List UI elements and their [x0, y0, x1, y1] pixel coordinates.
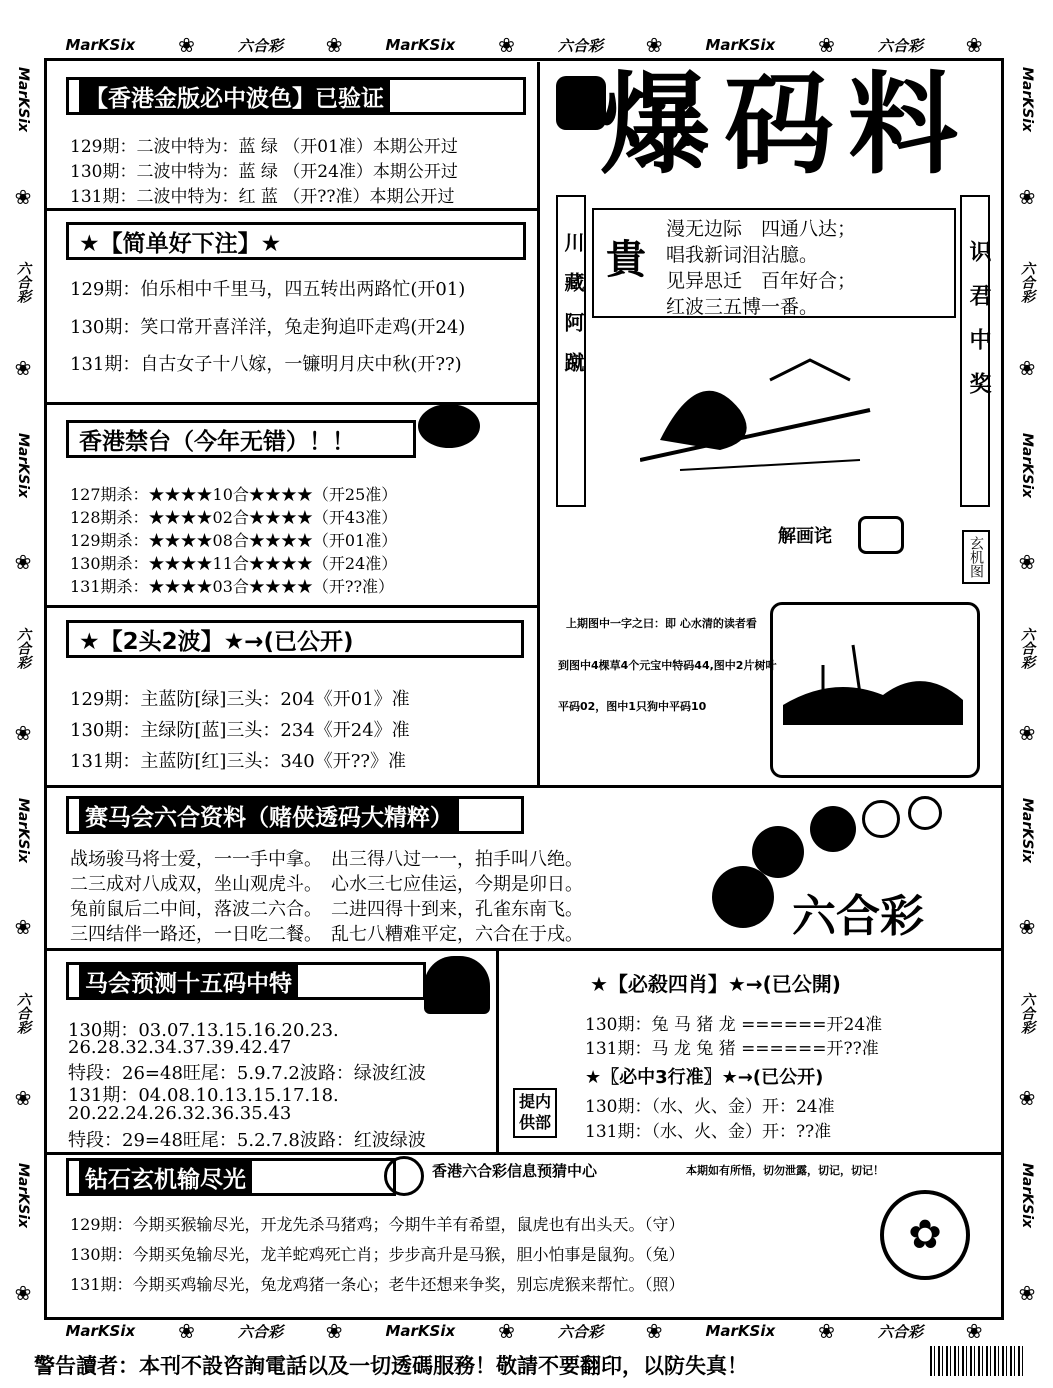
flower-icon: ❀ [1018, 1086, 1036, 1111]
kill-title: ★【必殺四肖】★→(已公開) [590, 972, 841, 996]
marksix-label: MarKSix [385, 36, 456, 54]
logo-icon [556, 76, 606, 130]
bauhinia-seal-icon: ✿ [880, 1190, 970, 1280]
liuhecai-label: 六合彩 [1019, 261, 1035, 304]
liuhecai-label: 六合彩 [557, 36, 603, 55]
flower-icon: ❀ [14, 550, 32, 575]
two-heads-title: ★【2头2波】★→(已公开) [66, 620, 524, 658]
predict-row: 130期：03.07.13.15.16.20.23. [68, 1020, 339, 1041]
diamond-row: 129期：今期买猴输尽光，开龙先杀马猪鸡；今期牛羊有希望，鼠虎也有出头天。（守） [70, 1215, 685, 1234]
kill-row: 131期：马 龙 兔 猪 ======开??准 [585, 1039, 879, 1059]
ban-row: 129期杀：★★★★08合★★★★（开01准） [70, 531, 398, 550]
left-border [8, 40, 38, 1330]
warning-notice: 本期如有所悟，切勿泄露，切记，切记！ [686, 1164, 884, 1177]
marksix-label: MarKSix [1019, 797, 1035, 863]
center-notice: 香港六合彩信息预猜中心 [432, 1162, 598, 1180]
poem-line: 唱我新词泪沾臆。 [666, 244, 819, 266]
marksix-label: MarKSix [15, 1162, 31, 1229]
section-divider [47, 208, 537, 211]
predict-row: 20.22.24.26.32.36.35.43 [68, 1103, 292, 1124]
two-heads-row: 130期：主绿防[蓝]三头：234《开24》准 [70, 720, 410, 741]
ban-row: 130期杀：★★★★11合★★★★（开24准） [70, 554, 398, 573]
marksix-label: MarKSix [1019, 432, 1035, 498]
liuhecai-label: 六合彩 [237, 1322, 283, 1341]
predict-title: 马会预测十五码中特 [66, 962, 426, 1000]
flower-icon: ❀ [965, 1319, 983, 1343]
gold-row: 131期：二波中特为：红 蓝 （开??准）本期公开过 [70, 187, 455, 207]
marksix-label: MarKSix [15, 67, 31, 133]
gold-row: 130期：二波中特为：蓝 绿 （开24准）本期公开过 [70, 162, 458, 182]
kill-row: 130期：兔 马 猪 龙 ======开24准 [585, 1015, 883, 1035]
kill-subrow: 131期：（水、火、金）开：??准 [585, 1122, 832, 1142]
ball-icon [712, 866, 774, 928]
ball-icon [752, 826, 804, 878]
flower-icon: ❀ [1018, 721, 1036, 746]
marksix-label: MarKSix [15, 797, 31, 863]
hint-line: 到图中4棵草4个元宝中特码44,图中2片树叶 [558, 659, 777, 672]
liuhecai-label: 六合彩 [877, 1322, 923, 1341]
diamond-row: 131期：今期买鸡输尽光，兔龙鸡猪一条心；老牛还想来争奖，别忘虎猴来帮忙。（照） [70, 1275, 685, 1294]
poem-line: 红波三五博一番。 [666, 296, 819, 318]
ball-icon [810, 806, 856, 852]
horse-emblem-icon [424, 956, 490, 1014]
hint-line: 平码02，图中1只狗中平码10 [558, 700, 707, 713]
marksix-label: MarKSix [1019, 1162, 1035, 1229]
predict-row: 特段：29=48旺尾：5.2.7.8波路：红波绿波 [68, 1130, 426, 1151]
jiehua-label: 解画诧 [778, 526, 832, 547]
marksix-label: MarKSix [65, 36, 136, 54]
liuhecai-label: 六合彩 [237, 36, 283, 55]
predict-row: 131期：04.08.10.13.15.17.18. [68, 1085, 339, 1106]
fish-emblem-icon [418, 404, 480, 448]
flower-icon: ❀ [14, 915, 32, 940]
horse-club-title: 赛马会六合资料（赌侠透码大精粹） [66, 796, 524, 834]
internal-stamp [513, 1088, 557, 1138]
hint-line: 上期图中一字之曰：即 心水清的读者看 [566, 617, 757, 630]
big-char: 貴 [606, 236, 646, 283]
column-divider [496, 950, 499, 1152]
scroll-right-text: 识君中奖 [966, 240, 991, 416]
hand-pointer-icon [858, 516, 904, 554]
marksix-label: MarKSix [705, 1322, 776, 1340]
hint-picture-box [770, 602, 980, 778]
two-heads-row: 131期：主蓝防[红]三头：340《开??》准 [70, 751, 407, 772]
poem-line: 漫无边际 四通八达； [666, 218, 857, 240]
liuhecai-label: 六合彩 [877, 36, 923, 55]
hint-illustration [773, 605, 973, 775]
footer-warning: 警告讀者：本刊不設咨詢電話以及一切透碼服務！敬請不要翻印，以防失真！ [34, 1354, 748, 1378]
flower-icon: ❀ [645, 1319, 663, 1343]
ban-row: 131期杀：★★★★03合★★★★（开??准） [70, 577, 395, 596]
flower-icon: ❀ [818, 1319, 835, 1343]
liuhecai-label: 六合彩 [15, 991, 31, 1034]
horse-club-row: 兔前鼠后二中间，落波二六合。 二进四得十到来，孔雀东南飞。 [70, 899, 583, 920]
gold-section-title: 【香港金版必中波色】已验证 [66, 77, 526, 115]
flower-icon: ❀ [1018, 550, 1036, 575]
flower-icon: ❀ [178, 1319, 195, 1343]
flower-icon: ❀ [1018, 355, 1036, 380]
right-border [1012, 40, 1042, 1330]
flower-icon: ❀ [325, 1319, 343, 1343]
stamp-line: 供部 [519, 1112, 552, 1132]
simple-row: 130期：笑口常开喜洋洋，兔走狗追吓走鸡(开24) [70, 317, 466, 338]
stamp-line: 提内 [519, 1092, 552, 1111]
kill-subrow: 130期：（水、火、金）开：24准 [585, 1097, 835, 1117]
liuhecai-label: 六合彩 [1019, 991, 1035, 1034]
top-border [44, 32, 1004, 58]
simple-row: 129期：伯乐相中千里马，四五转出两路忙(开01) [70, 279, 466, 300]
ban-row: 128期杀：★★★★02合★★★★（开43准） [70, 508, 398, 527]
ban-row: 127期杀：★★★★10合★★★★（开25准） [70, 485, 398, 504]
section-divider [47, 785, 1002, 788]
diamond-row: 130期：今期买兔输尽光，龙羊蛇鸡死亡肖；步步高升是马猴，胆小怕事是鼠狗。（兔） [70, 1245, 685, 1264]
xuanji-label: 玄机图 [962, 530, 990, 584]
two-heads-row: 129期：主蓝防[绿]三头：204《开01》准 [70, 689, 410, 710]
horse-club-row: 三四结伴一路还，一日吃二餐。 乱七八糟难平定，六合在于戌。 [70, 924, 583, 945]
liuhecai-label: 六合彩 [1019, 626, 1035, 669]
diamond-title: 钻石玄机输尽光 [66, 1158, 396, 1196]
flower-icon: ❀ [178, 33, 195, 57]
poem-line: 见异思迁 百年好合； [666, 270, 857, 292]
kill-subtitle: ★〖必中3行准〗★→(已公开) [585, 1067, 824, 1088]
ban-section-title: 香港禁台（今年无错）！！ [66, 420, 416, 458]
scroll-left-text: 川藏阿蹴 [561, 232, 585, 392]
liuhecai-label: 六合彩 [15, 261, 31, 304]
section-divider [47, 948, 1002, 951]
flower-icon: ❀ [498, 33, 515, 57]
liuhecai-label: 六合彩 [557, 1322, 603, 1341]
marksix-label: MarKSix [1019, 67, 1035, 133]
bottom-border [44, 1318, 1004, 1344]
target-icon [384, 1156, 424, 1196]
flower-icon: ❀ [1018, 915, 1036, 940]
barcode-icon [930, 1346, 1025, 1376]
marksix-label: MarKSix [65, 1322, 136, 1340]
flower-icon: ❀ [325, 33, 343, 57]
simple-section-title: ★【简单好下注】★ [66, 222, 526, 260]
flower-icon: ❀ [14, 355, 32, 380]
flower-icon: ❀ [14, 1086, 32, 1111]
horse-club-row: 战场骏马将士爱，一一手中拿。 出三得八过一一，拍手叫八绝。 [70, 849, 583, 870]
ball-icon [908, 796, 942, 830]
predict-row: 特段：26=48旺尾：5.9.7.2波路：绿波红波 [68, 1063, 426, 1084]
scroll-illustration [640, 350, 890, 500]
simple-row: 131期：自古女子十八嫁，一镰明月庆中秋(开??) [70, 354, 462, 375]
flower-icon: ❀ [14, 721, 32, 746]
marksix-label: MarKSix [705, 36, 776, 54]
horse-club-row: 二三成对八成双，坐山观虎斗。 心水三七应佳运，今期是卯日。 [70, 874, 583, 895]
flower-icon: ❀ [645, 33, 663, 57]
section-divider [47, 605, 537, 608]
flower-icon: ❀ [498, 1319, 515, 1343]
main-title: 爆码料 [600, 61, 972, 189]
flower-icon: ❀ [14, 184, 32, 209]
flower-icon: ❀ [818, 33, 835, 57]
predict-row: 26.28.32.34.37.39.42.47 [68, 1037, 292, 1058]
ball-icon [862, 800, 900, 838]
flower-icon: ❀ [965, 33, 983, 57]
gold-row: 129期：二波中特为：蓝 绿 （开01准）本期公开过 [70, 137, 458, 157]
section-divider [47, 402, 537, 405]
liuhecai-logo: 六合彩 [792, 891, 924, 942]
flower-icon: ❀ [1018, 1280, 1036, 1305]
flower-icon: ❀ [14, 1280, 32, 1305]
section-divider [47, 1152, 1002, 1155]
column-divider [537, 62, 540, 788]
marksix-label: MarKSix [385, 1322, 456, 1340]
marksix-label: MarKSix [15, 432, 31, 498]
liuhecai-label: 六合彩 [15, 626, 31, 669]
flower-icon: ❀ [1018, 184, 1036, 209]
